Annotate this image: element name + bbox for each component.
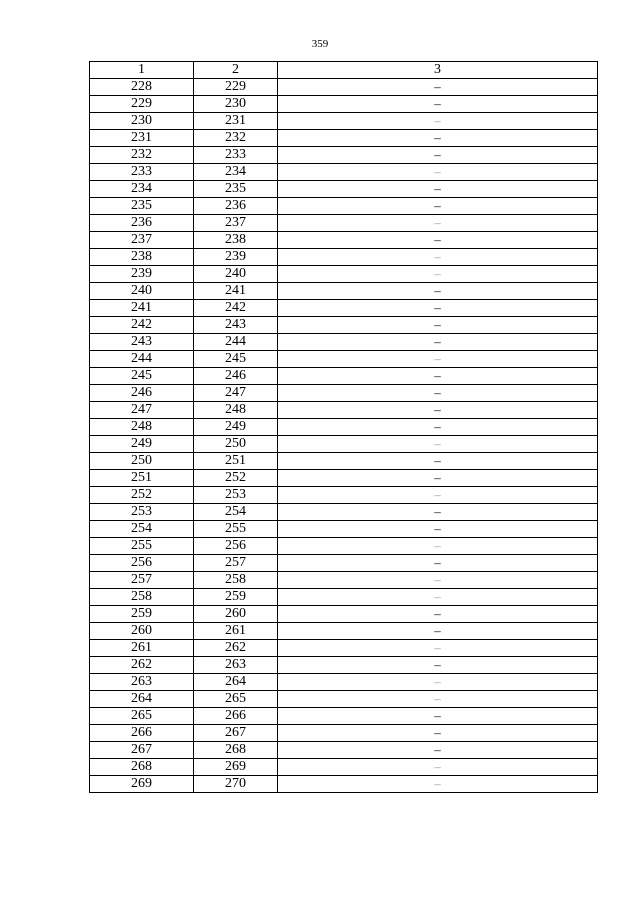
table-row [90, 657, 598, 674]
table-cell-col-2: 263 [194, 657, 278, 674]
table-cell-col-3: – [278, 215, 598, 232]
table-cell-col-3: – [278, 776, 598, 793]
table-cell-col-3: – [278, 198, 598, 215]
table-cell-col-3: – [278, 555, 598, 572]
table-row [90, 504, 598, 521]
table-row [90, 368, 598, 385]
table-cell-col-3: – [278, 759, 598, 776]
table-cell-col-2: 259 [194, 589, 278, 606]
table-cell-col-1: 249 [90, 436, 194, 453]
table-row [90, 215, 598, 232]
table-cell-col-1: 236 [90, 215, 194, 232]
table-cell-col-2: 264 [194, 674, 278, 691]
table-cell-col-1: 255 [90, 538, 194, 555]
table-cell-col-1: 248 [90, 419, 194, 436]
table-cell-col-2: 255 [194, 521, 278, 538]
table-cell-col-3: – [278, 742, 598, 759]
table-row [90, 759, 598, 776]
table-cell-col-2: 258 [194, 572, 278, 589]
table-cell-col-1: 267 [90, 742, 194, 759]
header-row [90, 62, 598, 79]
table-cell-col-2: 246 [194, 368, 278, 385]
table-cell-col-2: 249 [194, 419, 278, 436]
table-cell-col-3: – [278, 640, 598, 657]
table-row [90, 232, 598, 249]
table-row [90, 300, 598, 317]
table-cell-col-3: – [278, 283, 598, 300]
table-row [90, 181, 598, 198]
table-header [90, 62, 598, 79]
table-cell-col-3: – [278, 249, 598, 266]
table-row [90, 198, 598, 215]
table-cell-col-3: – [278, 419, 598, 436]
table-cell-col-1: 238 [90, 249, 194, 266]
data-table [89, 61, 598, 793]
table-cell-col-2: 261 [194, 623, 278, 640]
column-header-3: 3 [278, 62, 598, 79]
table-cell-col-1: 261 [90, 640, 194, 657]
table-row [90, 283, 598, 300]
table-cell-col-2: 236 [194, 198, 278, 215]
table-cell-col-1: 263 [90, 674, 194, 691]
table-cell-col-2: 269 [194, 759, 278, 776]
table-cell-col-3: – [278, 725, 598, 742]
table-cell-col-2: 260 [194, 606, 278, 623]
table-cell-col-1: 247 [90, 402, 194, 419]
table-row [90, 538, 598, 555]
table-row [90, 674, 598, 691]
table-cell-col-2: 244 [194, 334, 278, 351]
table-cell-col-1: 232 [90, 147, 194, 164]
table-row [90, 351, 598, 368]
table-cell-col-2: 238 [194, 232, 278, 249]
table-cell-col-2: 256 [194, 538, 278, 555]
table-row [90, 402, 598, 419]
table-cell-col-1: 252 [90, 487, 194, 504]
table-cell-col-3: – [278, 317, 598, 334]
table-cell-col-2: 267 [194, 725, 278, 742]
table-row [90, 334, 598, 351]
table-cell-col-3: – [278, 147, 598, 164]
table-cell-col-2: 268 [194, 742, 278, 759]
table-cell-col-2: 247 [194, 385, 278, 402]
table-row [90, 708, 598, 725]
table-cell-col-1: 239 [90, 266, 194, 283]
table-cell-col-2: 253 [194, 487, 278, 504]
table-row [90, 453, 598, 470]
table-row [90, 691, 598, 708]
table-cell-col-2: 252 [194, 470, 278, 487]
table-cell-col-1: 260 [90, 623, 194, 640]
table-cell-col-1: 257 [90, 572, 194, 589]
table-cell-col-2: 250 [194, 436, 278, 453]
table-row [90, 640, 598, 657]
table-cell-col-1: 245 [90, 368, 194, 385]
table-cell-col-1: 254 [90, 521, 194, 538]
table-row [90, 130, 598, 147]
table-row [90, 266, 598, 283]
table-cell-col-3: – [278, 385, 598, 402]
column-header-2: 2 [194, 62, 278, 79]
table-cell-col-3: – [278, 606, 598, 623]
table-row [90, 742, 598, 759]
table-cell-col-3: – [278, 521, 598, 538]
table-cell-col-3: – [278, 351, 598, 368]
table-row [90, 249, 598, 266]
table-cell-col-3: – [278, 113, 598, 130]
table-row [90, 555, 598, 572]
table-cell-col-2: 243 [194, 317, 278, 334]
table-body [90, 79, 598, 793]
table-cell-col-3: – [278, 96, 598, 113]
table-cell-col-1: 246 [90, 385, 194, 402]
table-cell-col-1: 251 [90, 470, 194, 487]
table-cell-col-2: 241 [194, 283, 278, 300]
table-cell-col-3: – [278, 453, 598, 470]
table-cell-col-2: 265 [194, 691, 278, 708]
table-cell-col-3: – [278, 487, 598, 504]
table-row [90, 589, 598, 606]
table-cell-col-3: – [278, 538, 598, 555]
table-cell-col-2: 229 [194, 79, 278, 96]
table-cell-col-3: – [278, 708, 598, 725]
table-row [90, 572, 598, 589]
table-row [90, 419, 598, 436]
table-row [90, 164, 598, 181]
table-cell-col-1: 259 [90, 606, 194, 623]
table-cell-col-1: 250 [90, 453, 194, 470]
table-cell-col-2: 266 [194, 708, 278, 725]
table-row [90, 96, 598, 113]
table-cell-col-1: 233 [90, 164, 194, 181]
table-cell-col-3: – [278, 181, 598, 198]
table-cell-col-2: 232 [194, 130, 278, 147]
table-cell-col-1: 237 [90, 232, 194, 249]
table-cell-col-1: 266 [90, 725, 194, 742]
table-row [90, 436, 598, 453]
table-cell-col-2: 230 [194, 96, 278, 113]
table-cell-col-2: 235 [194, 181, 278, 198]
table-row [90, 776, 598, 793]
table-cell-col-1: 231 [90, 130, 194, 147]
table-row [90, 623, 598, 640]
table-cell-col-3: – [278, 164, 598, 181]
table-cell-col-3: – [278, 266, 598, 283]
table-cell-col-1: 244 [90, 351, 194, 368]
table-cell-col-1: 268 [90, 759, 194, 776]
table-cell-col-2: 239 [194, 249, 278, 266]
table-cell-col-2: 245 [194, 351, 278, 368]
table-cell-col-1: 241 [90, 300, 194, 317]
page-number: 359 [311, 38, 329, 50]
table-cell-col-1: 243 [90, 334, 194, 351]
table-cell-col-1: 234 [90, 181, 194, 198]
table-cell-col-3: – [278, 470, 598, 487]
table-cell-col-3: – [278, 504, 598, 521]
table-cell-col-1: 228 [90, 79, 194, 96]
table-row [90, 147, 598, 164]
table-cell-col-2: 257 [194, 555, 278, 572]
table-cell-col-1: 256 [90, 555, 194, 572]
table-row [90, 317, 598, 334]
table-cell-col-2: 233 [194, 147, 278, 164]
table-cell-col-3: – [278, 79, 598, 96]
table-cell-col-1: 258 [90, 589, 194, 606]
table-cell-col-2: 251 [194, 453, 278, 470]
table-row [90, 521, 598, 538]
table-cell-col-3: – [278, 623, 598, 640]
table-cell-col-3: – [278, 300, 598, 317]
table-row [90, 113, 598, 130]
table-cell-col-3: – [278, 589, 598, 606]
table-cell-col-2: 237 [194, 215, 278, 232]
table-row [90, 470, 598, 487]
table-cell-col-3: – [278, 674, 598, 691]
table-cell-col-2: 242 [194, 300, 278, 317]
table-cell-col-1: 253 [90, 504, 194, 521]
table-cell-col-1: 269 [90, 776, 194, 793]
table-cell-col-2: 262 [194, 640, 278, 657]
table-cell-col-3: – [278, 130, 598, 147]
table-row [90, 606, 598, 623]
table-cell-col-1: 262 [90, 657, 194, 674]
table-row [90, 725, 598, 742]
table-row [90, 487, 598, 504]
table-cell-col-1: 242 [90, 317, 194, 334]
table-cell-col-2: 231 [194, 113, 278, 130]
table-cell-col-1: 229 [90, 96, 194, 113]
table-cell-col-2: 254 [194, 504, 278, 521]
table-cell-col-2: 234 [194, 164, 278, 181]
table-row [90, 385, 598, 402]
table-cell-col-1: 265 [90, 708, 194, 725]
table-cell-col-1: 240 [90, 283, 194, 300]
table-cell-col-3: – [278, 691, 598, 708]
column-header-1: 1 [90, 62, 194, 79]
table-row [90, 79, 598, 96]
table-cell-col-3: – [278, 402, 598, 419]
table-cell-col-3: – [278, 368, 598, 385]
table-cell-col-2: 248 [194, 402, 278, 419]
table-cell-col-1: 264 [90, 691, 194, 708]
table-cell-col-1: 235 [90, 198, 194, 215]
table-cell-col-3: – [278, 436, 598, 453]
table-cell-col-3: – [278, 232, 598, 249]
table-cell-col-2: 240 [194, 266, 278, 283]
table-cell-col-3: – [278, 572, 598, 589]
table-cell-col-3: – [278, 657, 598, 674]
table-cell-col-2: 270 [194, 776, 278, 793]
table-cell-col-1: 230 [90, 113, 194, 130]
table-cell-col-3: – [278, 334, 598, 351]
